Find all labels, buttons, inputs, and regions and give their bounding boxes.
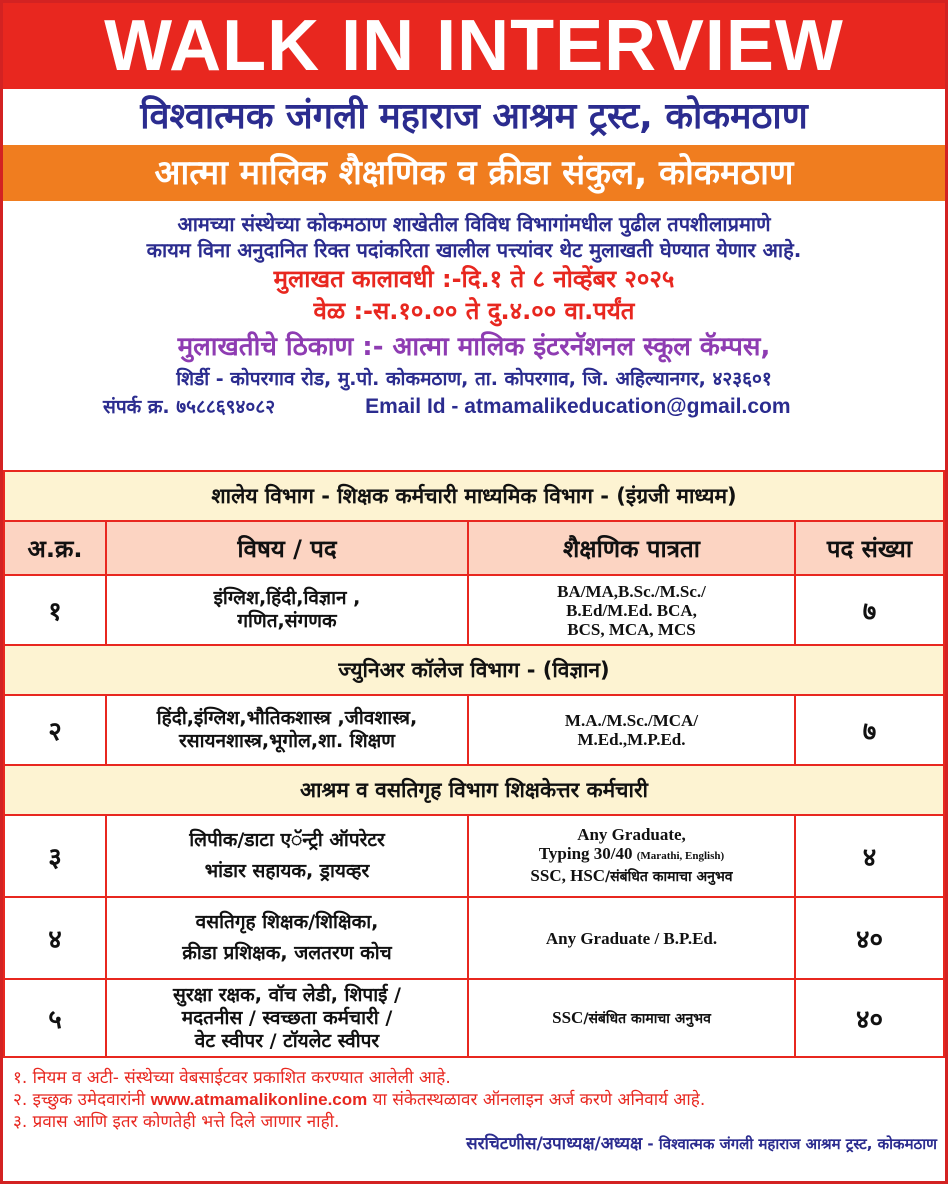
- section-ashram: आश्रम व वसतिगृह विभाग शिक्षकेत्तर कर्मचारी: [4, 765, 944, 815]
- qual-line: M.A./M.Sc./MCA/: [564, 711, 699, 730]
- header-row: [4, 521, 944, 575]
- post-line: क्रीडा प्रशिक्षक, जलतरण कोच: [182, 942, 392, 964]
- row-post: [106, 575, 468, 645]
- row-count: ७: [795, 695, 944, 765]
- signature: [466, 1131, 937, 1154]
- row-serial: ४: [4, 897, 106, 979]
- note-2-text: २. इच्छुक उमेदवारांनी: [13, 1090, 151, 1110]
- post-line: सुरक्षा रक्षक, वॉच लेडी, शिपाई /: [173, 983, 401, 1006]
- notes: [13, 1067, 935, 1133]
- section-school: शालेय विभाग - शिक्षक कर्मचारी माध्यमिक विभाग - (इंग्रजी माध्यम): [4, 471, 944, 521]
- row-count: ४०: [795, 897, 944, 979]
- vacancy-table: [3, 470, 945, 1058]
- row-post: [106, 897, 468, 979]
- qual-line: B.Ed/M.Ed. BCA,: [566, 600, 697, 620]
- row-qualification: [468, 979, 795, 1057]
- qual-line: BCS, MCA, MCS: [567, 619, 696, 639]
- signature-org: - विश्वात्मक जंगली महाराज आश्रम ट्रस्ट, कोकमठाण: [642, 1135, 937, 1153]
- qual-line: M.Ed.,M.P.Ed.: [577, 730, 686, 749]
- table-row: [4, 815, 944, 897]
- post-line: रसायनशास्त्र,भूगोल,शा. शिक्षण: [179, 730, 395, 752]
- website-link[interactable]: www.atmamalikonline.com: [150, 1090, 368, 1109]
- table-row: [4, 575, 944, 645]
- row-post: [106, 815, 468, 897]
- qual-line: Any Graduate,: [577, 825, 686, 844]
- row-count: ४०: [795, 979, 944, 1057]
- contact-number: संपर्क क्र. ७५८८६९४०८२: [103, 396, 276, 418]
- qual-text: SSC, HSC: [530, 866, 606, 885]
- venue-address: शिर्डी - कोपरगाव रोड, मु.पो. कोकमठाण, ता. कोपरगाव, जि. अहिल्यानगर, ४२३६०१: [176, 368, 772, 390]
- vacancy-table-wrap: [3, 470, 945, 1058]
- contact-email: Email Id - atmamalikeducation@gmail.com: [365, 395, 791, 418]
- section-row: [4, 471, 944, 521]
- note-1: १. नियम व अटी- संस्थेच्या वेबसाईटवर प्रकाशित करण्यात आलेली आहे.: [13, 1068, 451, 1088]
- post-line: वसतिगृह शिक्षक/शिक्षिका,: [195, 911, 379, 933]
- row-count: ४: [795, 815, 944, 897]
- school-name: आत्मा मालिक शैक्षणिक व क्रीडा संकुल, कोकमठाण: [3, 145, 945, 201]
- note-3: ३. प्रवास आणि इतर कोणतेही भत्ते दिले जाणार नाही.: [13, 1112, 340, 1132]
- col-header-post: विषय / पद: [106, 521, 468, 575]
- trust-name: विश्वात्मक जंगली महाराज आश्रम ट्रस्ट, कोकमठाण: [140, 96, 808, 137]
- qual-note: /संबंधित कामाचा अनुभव: [605, 869, 733, 885]
- interview-period: मुलाखत कालावधी :-दि.१ ते ८ नोव्हेंबर २०२५: [273, 265, 675, 293]
- post-line: भांडार सहायक, ड्रायव्हर: [204, 860, 370, 882]
- qual-note: (Marathi, English): [636, 850, 725, 862]
- qual-line: [469, 844, 794, 866]
- intro-line-2: कायम विना अनुदानित रिक्त पदांकरिता खालील पत्त्यांवर थेट मुलाखती घेण्यात येणार आहे.: [146, 238, 802, 262]
- post-line: इंग्लिश,हिंदी,विज्ञान ,: [213, 587, 361, 609]
- row-qualification: Any Graduate / B.P.Ed.: [468, 897, 795, 979]
- row-serial: १: [4, 575, 106, 645]
- contact-row: [3, 393, 945, 421]
- qual-note: /संबंधित कामाचा अनुभव: [583, 1010, 711, 1027]
- row-count: ७: [795, 575, 944, 645]
- row-serial: २: [4, 695, 106, 765]
- intro-text: [3, 211, 945, 263]
- post-line: हिंदी,इंग्लिश,भौतिकशास्त्र ,जीवशास्त्र,: [156, 707, 418, 729]
- table-row: [4, 695, 944, 765]
- venue-title: मुलाखतीचे ठिकाण :- आत्मा मालिक इंटरनॅशनल स्कूल कॅम्पस,: [177, 332, 771, 362]
- interview-time: वेळ :-स.१०.०० ते दु.४.०० वा.पर्यंत: [313, 297, 635, 325]
- intro-line-1: आमच्या संस्थेच्या कोकमठाण शाखेतील विविध विभागांमधील पुढील तपशीलाप्रमाणे: [177, 212, 771, 236]
- banner-title: WALK IN INTERVIEW: [3, 3, 945, 89]
- row-qualification: [468, 695, 795, 765]
- post-line: वेट स्वीपर / टॉयलेट स्वीपर: [194, 1029, 380, 1052]
- qual-text: Typing 30/40: [538, 844, 633, 863]
- col-header-count: पद संख्या: [795, 521, 944, 575]
- qual-text: SSC: [552, 1007, 584, 1027]
- qual-line: BA/MA,B.Sc./M.Sc./: [557, 581, 706, 601]
- post-line: लिपीक/डाटा एॅन्ट्री ऑपरेटर: [189, 829, 385, 851]
- row-post: [106, 979, 468, 1057]
- row-serial: ३: [4, 815, 106, 897]
- section-row: [4, 765, 944, 815]
- row-qualification: [468, 575, 795, 645]
- post-line: गणित,संगणक: [237, 610, 337, 632]
- col-header-serial: अ.क्र.: [4, 521, 106, 575]
- section-row: [4, 645, 944, 695]
- table-row: [4, 897, 944, 979]
- col-header-qualification: शैक्षणिक पात्रता: [468, 521, 795, 575]
- table-row: [4, 979, 944, 1057]
- row-post: [106, 695, 468, 765]
- note-2-text-end: या संकेतस्थळावर ऑनलाइन अर्ज करणे अनिवार्य आहे.: [367, 1090, 706, 1110]
- signature-roles: सरचिटणीस/उपाध्यक्ष/अध्यक्ष: [466, 1134, 643, 1154]
- note-2: [13, 1089, 935, 1111]
- row-qualification: [468, 815, 795, 897]
- post-line: मदतनीस / स्वच्छता कर्मचारी /: [181, 1006, 393, 1029]
- row-serial: ५: [4, 979, 106, 1057]
- qual-line: [469, 866, 794, 887]
- section-junior-college: ज्युनिअर कॉलेज विभाग - (विज्ञान): [4, 645, 944, 695]
